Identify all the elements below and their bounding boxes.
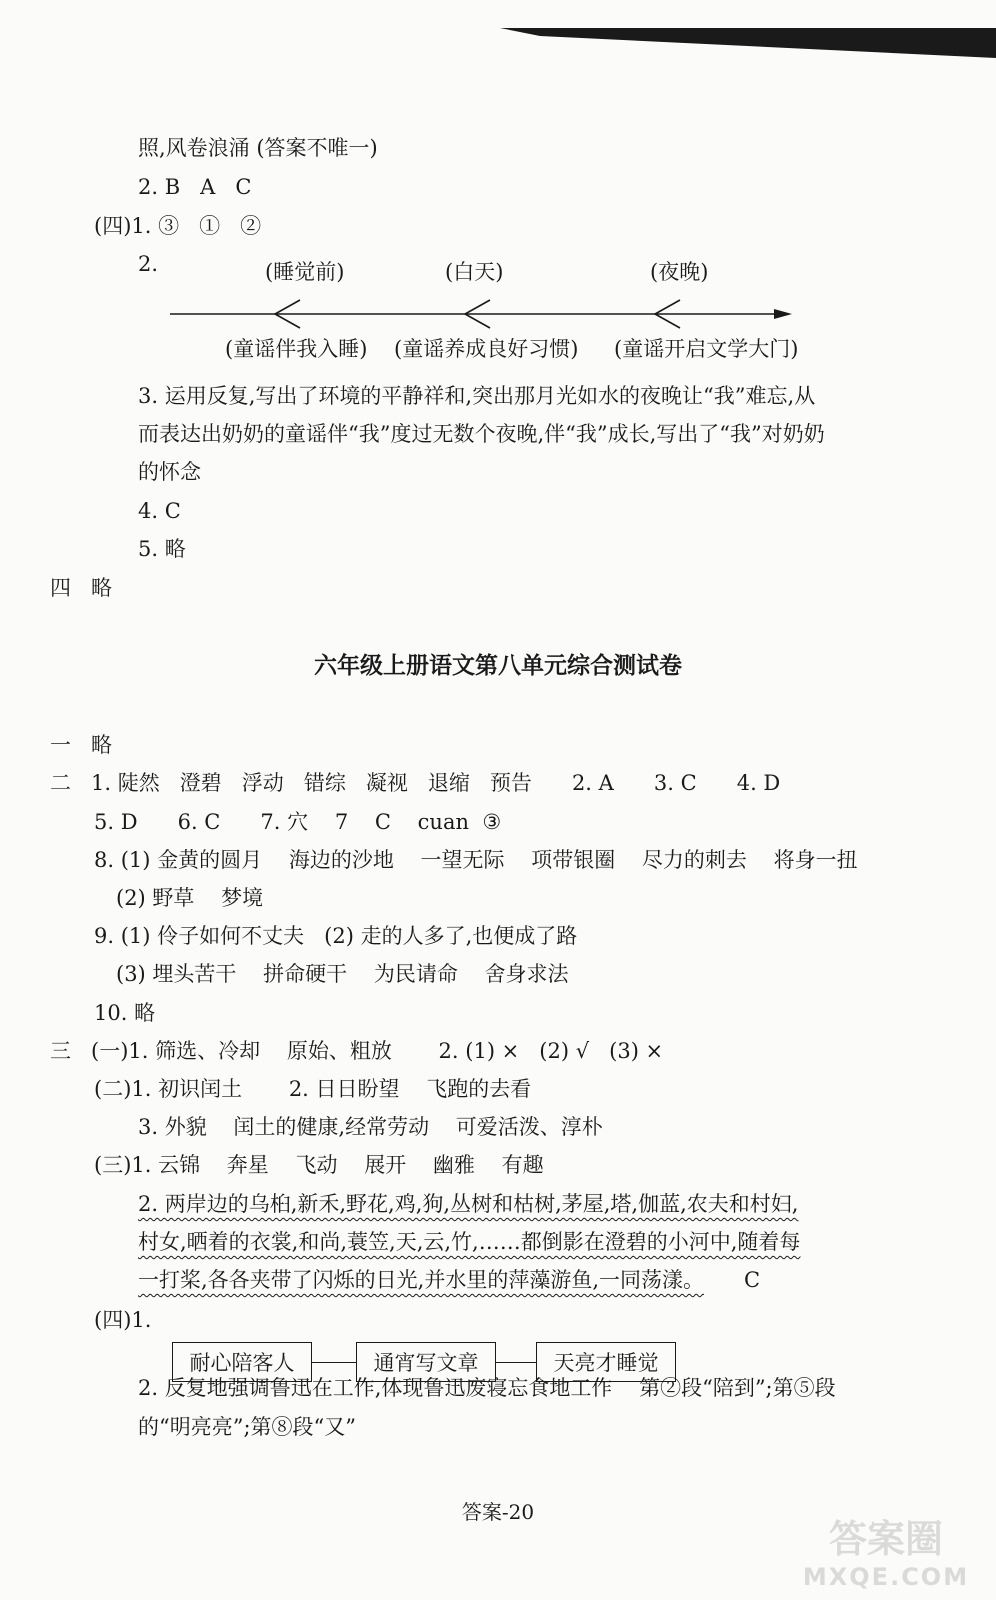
flow-box: 通宵写文章 [356, 1342, 496, 1382]
text-line: 照,风卷浪涌 (答案不唯一) [138, 136, 378, 160]
timeline-bottom-label: (童谣伴我入睡) [225, 337, 368, 361]
header-decor-bar [500, 28, 996, 58]
text-line: 3. 运用反复,写出了环境的平静祥和,突出那月光如水的夜晚让“我”难忘,从 [138, 384, 816, 408]
quoted-passage-line-wrap [138, 1266, 760, 1294]
page-number: 答案-20 [461, 1500, 535, 1524]
timeline-bottom-label: (童谣开启文学大门) [614, 337, 799, 361]
text-line: (二)1. 初识闰土 2. 日日盼望 飞跑的去看 [94, 1077, 532, 1101]
watermark-text: 答案圈 [828, 1517, 943, 1561]
timeline-arrow [160, 294, 800, 334]
watermark-url: MXQE.COM [802, 1563, 970, 1591]
quoted-passage-line: 2. 两岸边的乌桕,新禾,野花,鸡,狗,丛树和枯树,茅屋,塔,伽蓝,农夫和村妇, [138, 1192, 799, 1216]
flow-label: (四)1. [94, 1308, 152, 1332]
text-line: 4. C [138, 499, 181, 523]
text-line: 的“明亮亮”;第⑧段“又” [138, 1415, 357, 1439]
flow-connector [312, 1362, 356, 1363]
watermark-logo [786, 1508, 986, 1594]
text-line: (三)1. 云锦 奔星 飞动 展开 幽雅 有趣 [94, 1153, 544, 1177]
text-line: 8. (1) 金黄的圆月 海边的沙地 一望无际 项带银圈 尽力的刺去 将身一扭 [94, 848, 858, 872]
flow-box: 耐心陪客人 [172, 1342, 312, 1382]
text-line: 而表达出奶奶的童谣伴“我”度过无数个夜晚,伴“我”成长,写出了“我”对奶奶 [138, 422, 825, 446]
text-line: 10. 略 [94, 1001, 156, 1025]
timeline-top-label: (白天) [445, 260, 504, 284]
text-line: 的怀念 [138, 460, 201, 484]
text-line: 9. (1) 伶子如何不丈夫 (2) 走的人多了,也便成了路 [94, 924, 578, 948]
flow-box: 天亮才睡觉 [536, 1342, 676, 1382]
flow-connector [496, 1362, 536, 1363]
timeline-top-label: (夜晚) [650, 260, 709, 284]
text-line: 2. 反复地强调鲁迅在工作,体现鲁迅废寝忘食地工作 第②段“陪到”;第⑤段 [138, 1376, 836, 1400]
passage-answer: C [744, 1268, 761, 1292]
quoted-passage-line: 一打桨,各各夹带了闪烁的日光,并水里的萍藻游鱼,一同荡漾。 [138, 1268, 705, 1292]
text-line: 3. 外貌 闰土的健康,经常劳动 可爱活泼、淳朴 [138, 1115, 603, 1139]
section-title: 六年级上册语文第八单元综合测试卷 [314, 653, 682, 679]
text-line: 5. D 6. C 7. 穴 7 C cuan ③ [94, 810, 502, 834]
quoted-passage-line: 村女,晒着的衣裳,和尚,蓑笠,天,云,竹,……都倒影在澄碧的小河中,随着每 [138, 1230, 801, 1254]
text-line: 5. 略 [138, 537, 186, 561]
timeline-bottom-label: (童谣养成良好习惯) [394, 337, 579, 361]
text-line: 一 略 [50, 733, 113, 757]
text-line: 二 1. 陡然 澄碧 浮动 错综 凝视 退缩 预告 2. A 3. C 4. D [50, 771, 781, 795]
text-line: (2) 野草 梦境 [116, 886, 264, 910]
text-line: 2. B A C [138, 175, 252, 199]
text-line: (四)1. ③ ① ② [94, 214, 262, 238]
text-line: 三 (一)1. 筛选、冷却 原始、粗放 2. (1) × (2) √ (3) × [50, 1039, 664, 1063]
text-line: 2. [138, 252, 159, 276]
text-line: 四 略 [50, 576, 113, 600]
timeline-top-label: (睡觉前) [265, 260, 345, 284]
text-line: (3) 埋头苦干 拼命硬干 为民请命 舍身求法 [116, 962, 569, 986]
